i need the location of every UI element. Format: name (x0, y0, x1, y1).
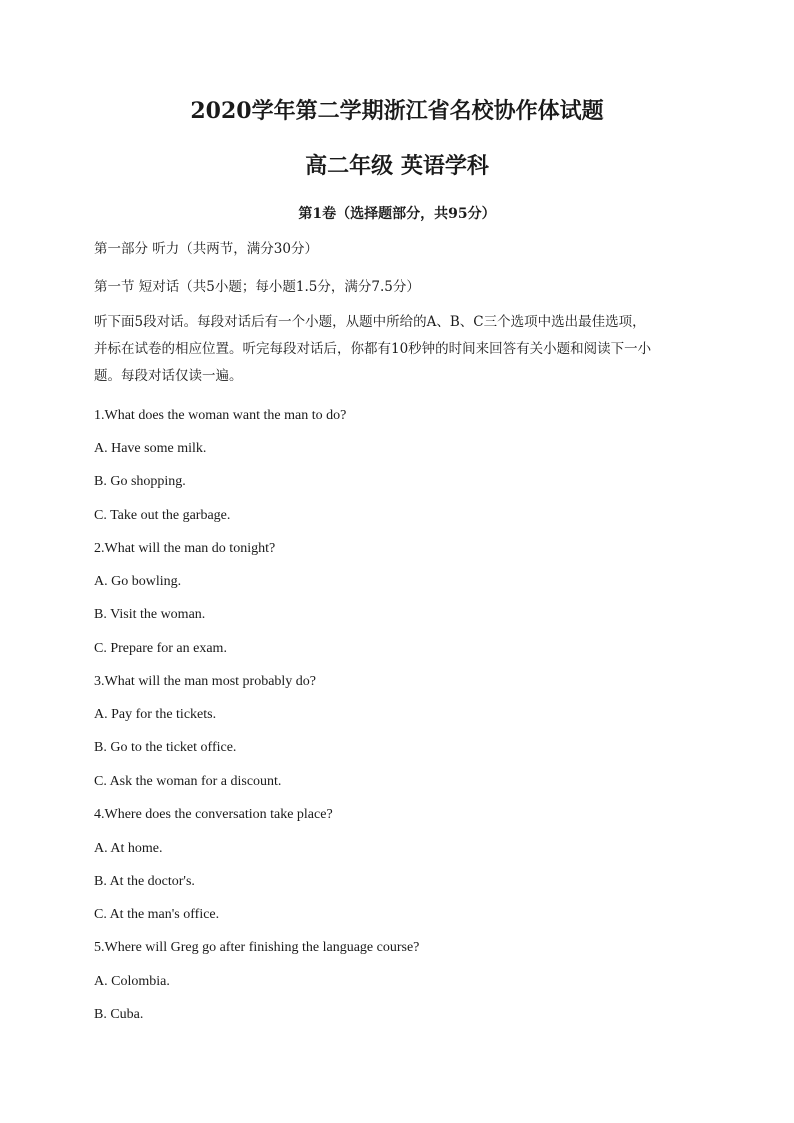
question-5: 5.Where will Greg go after finishing the language course? (94, 940, 420, 955)
question-1: 1.What does the woman want the man to do? (94, 408, 347, 423)
question-1-option-a: A. Have some milk. (94, 441, 207, 456)
instruction-line: 题。每段对话仅读一遍。 (94, 368, 243, 384)
instructions-paragraph (94, 309, 714, 390)
section-heading: 第一节 短对话（共5小题；每小题1.5分，满分7.5分） (94, 279, 420, 295)
page-title: 2020学年第二学期浙江省名校协作体试题 (190, 98, 604, 124)
question-2: 2.What will the man do tonight? (94, 541, 276, 556)
question-4-option-c: C. At the man's office. (94, 907, 220, 922)
page-subtitle: 高二年级 英语学科 (305, 153, 489, 179)
question-3-option-b: B. Go to the ticket office. (94, 740, 237, 755)
question-3: 3.What will the man most probably do? (94, 674, 317, 689)
instruction-line: 听下面5段对话。每段对话后有一个小题，从题中所给的A、B、C三个选项中选出最佳选项， (94, 314, 646, 330)
part-heading: 第一部分 听力（共两节，满分30分） (94, 241, 318, 257)
instruction-line: 并标在试卷的相应位置。听完每段对话后，你都有10秒钟的时间来回答有关小题和阅读下一小 (94, 341, 652, 357)
question-4-option-b: B. At the doctor's. (94, 874, 195, 889)
volume-heading: 第1卷（选择题部分，共95分） (298, 206, 496, 222)
question-3-option-c: C. Ask the woman for a discount. (94, 774, 282, 789)
question-1-option-c: C. Take out the garbage. (94, 508, 231, 523)
question-1-option-b: B. Go shopping. (94, 474, 186, 489)
question-5-option-a: A. Colombia. (94, 974, 170, 989)
question-3-option-a: A. Pay for the tickets. (94, 707, 217, 722)
question-2-option-c: C. Prepare for an exam. (94, 641, 227, 656)
question-5-option-b: B. Cuba. (94, 1007, 144, 1022)
question-2-option-a: A. Go bowling. (94, 574, 182, 589)
question-4-option-a: A. At home. (94, 841, 163, 856)
question-2-option-b: B. Visit the woman. (94, 607, 206, 622)
question-4: 4.Where does the conversation take place? (94, 807, 333, 822)
